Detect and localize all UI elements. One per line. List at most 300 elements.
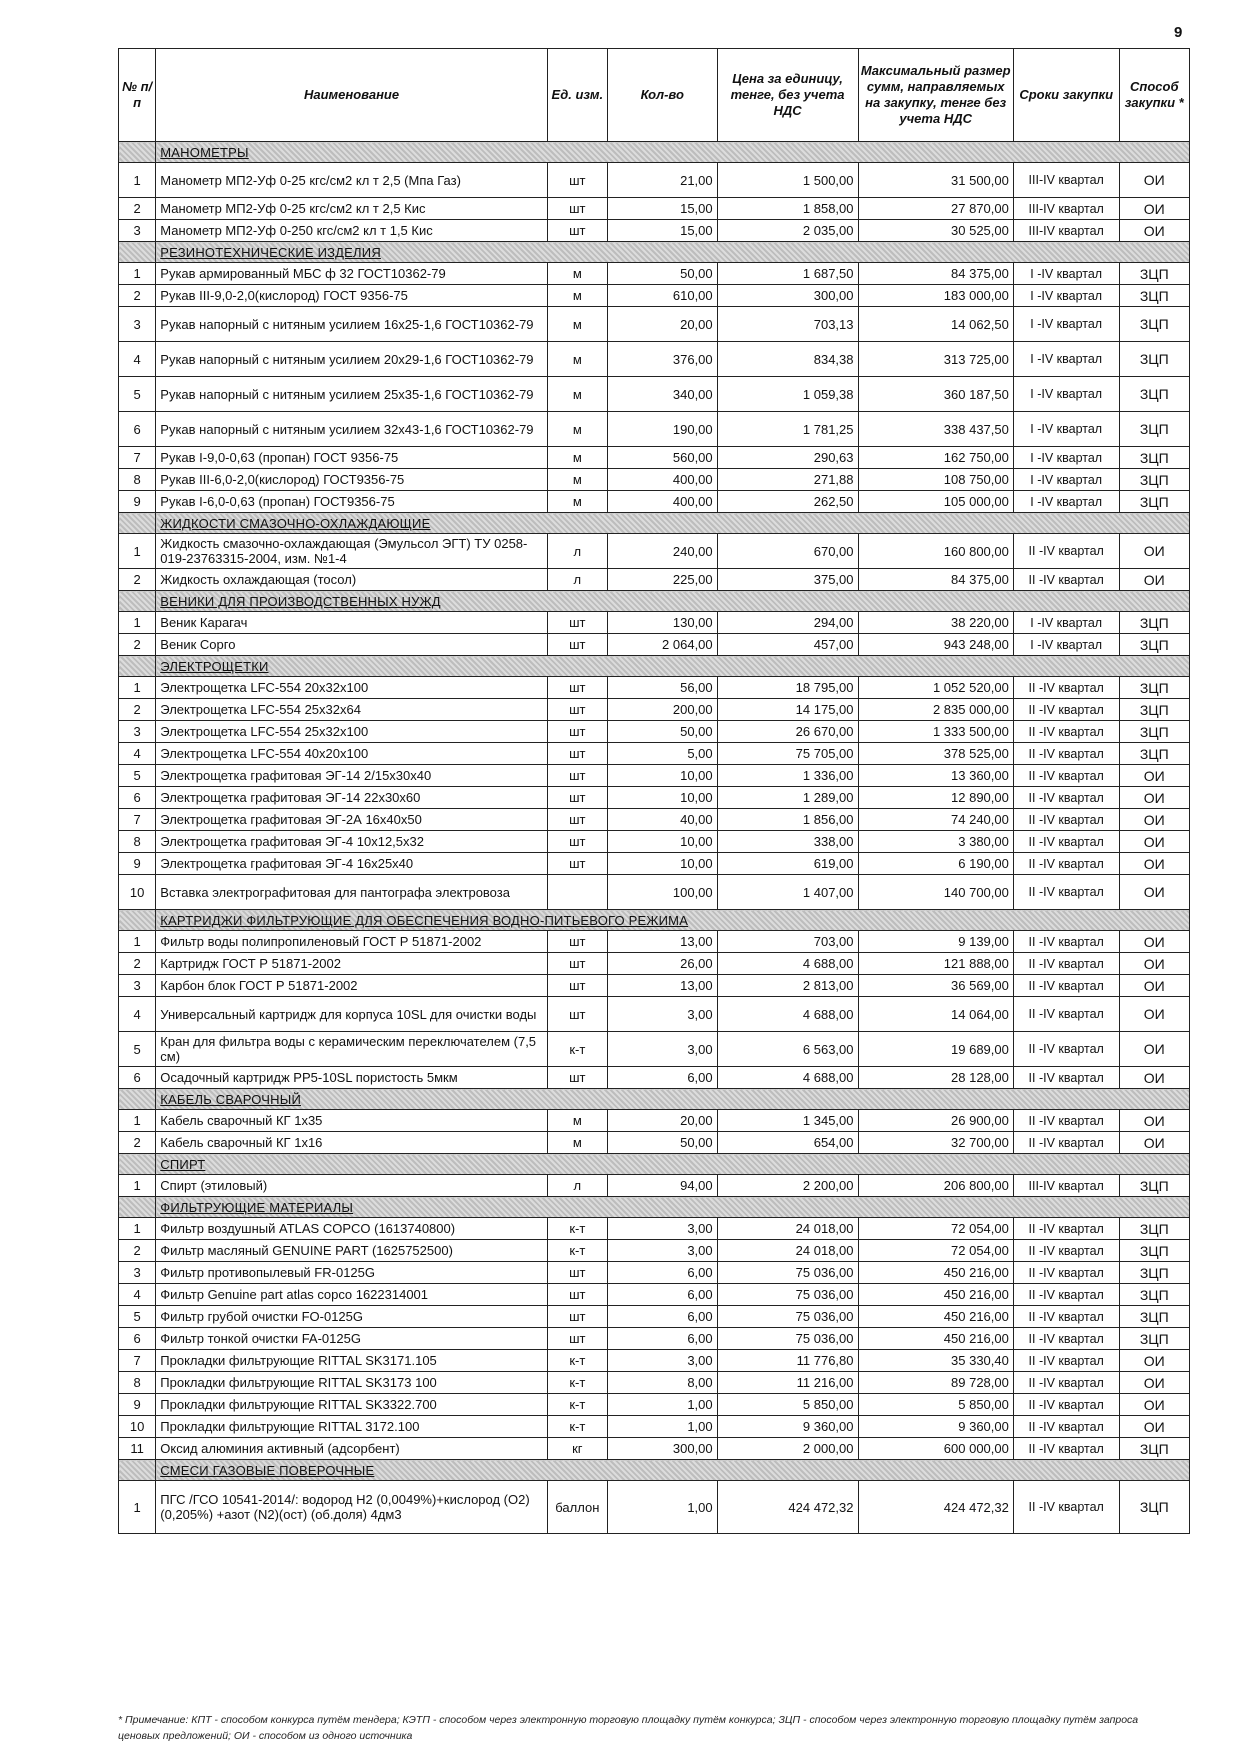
- unit-price: 703,13: [717, 307, 858, 342]
- row-number: 5: [119, 377, 156, 412]
- quantity: 2 064,00: [607, 634, 717, 656]
- section-spacer: [119, 1089, 156, 1110]
- procurement-period: II -IV квартал: [1013, 1372, 1119, 1394]
- unit: шт: [547, 953, 607, 975]
- unit-price: 6 563,00: [717, 1032, 858, 1067]
- max-sum: 9 139,00: [858, 931, 1013, 953]
- quantity: 400,00: [607, 469, 717, 491]
- table-row: [119, 699, 1190, 721]
- section-header-row: [119, 513, 1190, 534]
- max-sum: 12 890,00: [858, 787, 1013, 809]
- max-sum: 26 900,00: [858, 1110, 1013, 1132]
- procurement-period: II -IV квартал: [1013, 1394, 1119, 1416]
- row-number: 9: [119, 853, 156, 875]
- unit: к-т: [547, 1394, 607, 1416]
- max-sum: 28 128,00: [858, 1067, 1013, 1089]
- row-number: 3: [119, 307, 156, 342]
- max-sum: 9 360,00: [858, 1416, 1013, 1438]
- item-name: Картридж ГОСТ Р 51871-2002: [156, 953, 548, 975]
- unit-price: 11 776,80: [717, 1350, 858, 1372]
- procurement-method: ЗЦП: [1119, 677, 1190, 699]
- max-sum: 450 216,00: [858, 1262, 1013, 1284]
- item-name: Рукав I-6,0-0,63 (пропан) ГОСТ9356-75: [156, 491, 548, 513]
- unit: м: [547, 285, 607, 307]
- table-row: [119, 1372, 1190, 1394]
- procurement-period: II -IV квартал: [1013, 1218, 1119, 1240]
- quantity: 3,00: [607, 1350, 717, 1372]
- item-name: Рукав напорный с нитяным усилием 25х35-1,6 ГОСТ10362-79: [156, 377, 548, 412]
- max-sum: 140 700,00: [858, 875, 1013, 910]
- unit: шт: [547, 853, 607, 875]
- procurement-method: ЗЦП: [1119, 491, 1190, 513]
- row-number: 2: [119, 569, 156, 591]
- max-sum: 31 500,00: [858, 163, 1013, 198]
- max-sum: 35 330,40: [858, 1350, 1013, 1372]
- procurement-method: ЗЦП: [1119, 469, 1190, 491]
- row-number: 1: [119, 677, 156, 699]
- procurement-period: I -IV квартал: [1013, 469, 1119, 491]
- table-row: [119, 831, 1190, 853]
- unit-price: 654,00: [717, 1132, 858, 1154]
- section-title: ЭЛЕКТРОЩЕТКИ: [156, 656, 1190, 677]
- unit: л: [547, 569, 607, 591]
- procurement-period: II -IV квартал: [1013, 787, 1119, 809]
- procurement-period: I -IV квартал: [1013, 285, 1119, 307]
- max-sum: 36 569,00: [858, 975, 1013, 997]
- item-name: Электрощетка LFC-554 40х20х100: [156, 743, 548, 765]
- table-row: [119, 853, 1190, 875]
- max-sum: 74 240,00: [858, 809, 1013, 831]
- procurement-method: ЗЦП: [1119, 307, 1190, 342]
- quantity: 50,00: [607, 721, 717, 743]
- unit: шт: [547, 787, 607, 809]
- quantity: 225,00: [607, 569, 717, 591]
- quantity: 6,00: [607, 1306, 717, 1328]
- max-sum: 943 248,00: [858, 634, 1013, 656]
- row-number: 5: [119, 765, 156, 787]
- section-header-row: [119, 910, 1190, 931]
- unit: шт: [547, 931, 607, 953]
- quantity: 20,00: [607, 307, 717, 342]
- unit: м: [547, 307, 607, 342]
- section-spacer: [119, 910, 156, 931]
- unit: к-т: [547, 1240, 607, 1262]
- procurement-method: ОИ: [1119, 1067, 1190, 1089]
- procurement-method: ОИ: [1119, 1394, 1190, 1416]
- procurement-method: ОИ: [1119, 931, 1190, 953]
- max-sum: 1 333 500,00: [858, 721, 1013, 743]
- quantity: 1,00: [607, 1416, 717, 1438]
- max-sum: 450 216,00: [858, 1328, 1013, 1350]
- quantity: 3,00: [607, 997, 717, 1032]
- table-row: [119, 1175, 1190, 1197]
- row-number: 9: [119, 1394, 156, 1416]
- quantity: 20,00: [607, 1110, 717, 1132]
- table-row: [119, 491, 1190, 513]
- procurement-method: ЗЦП: [1119, 342, 1190, 377]
- table-row: [119, 997, 1190, 1032]
- unit-price: 294,00: [717, 612, 858, 634]
- unit: шт: [547, 1284, 607, 1306]
- unit: шт: [547, 997, 607, 1032]
- item-name: Рукав напорный с нитяным усилием 16х25-1,6 ГОСТ10362-79: [156, 307, 548, 342]
- procurement-period: II -IV квартал: [1013, 1132, 1119, 1154]
- quantity: 400,00: [607, 491, 717, 513]
- item-name: Фильтр противопылевый FR-0125G: [156, 1262, 548, 1284]
- unit: м: [547, 1132, 607, 1154]
- row-number: 6: [119, 412, 156, 447]
- procurement-method: ОИ: [1119, 1032, 1190, 1067]
- item-name: Веник Сорго: [156, 634, 548, 656]
- item-name: Фильтр воздушный ATLAS COPCO (1613740800): [156, 1218, 548, 1240]
- table-row: [119, 198, 1190, 220]
- row-number: 5: [119, 1306, 156, 1328]
- quantity: 10,00: [607, 787, 717, 809]
- quantity: 50,00: [607, 263, 717, 285]
- item-name: Фильтр масляный GENUINE PART (1625752500): [156, 1240, 548, 1262]
- table-row: [119, 1481, 1190, 1534]
- unit: м: [547, 469, 607, 491]
- procurement-period: II -IV квартал: [1013, 1032, 1119, 1067]
- max-sum: 183 000,00: [858, 285, 1013, 307]
- unit: к-т: [547, 1218, 607, 1240]
- table-row: [119, 307, 1190, 342]
- max-sum: 600 000,00: [858, 1438, 1013, 1460]
- procurement-table: [118, 48, 1190, 1534]
- row-number: 4: [119, 342, 156, 377]
- unit-price: 271,88: [717, 469, 858, 491]
- max-sum: 13 360,00: [858, 765, 1013, 787]
- item-name: Прокладки фильтрующие RITTAL SK3173 100: [156, 1372, 548, 1394]
- header-period: Сроки закупки: [1013, 49, 1119, 142]
- unit-price: 75 036,00: [717, 1306, 858, 1328]
- table-row: [119, 765, 1190, 787]
- table-row: [119, 412, 1190, 447]
- row-number: 6: [119, 1067, 156, 1089]
- procurement-method: ОИ: [1119, 831, 1190, 853]
- item-name: Кабель сварочный КГ 1х16: [156, 1132, 548, 1154]
- unit: шт: [547, 634, 607, 656]
- table-row: [119, 1350, 1190, 1372]
- unit-price: 300,00: [717, 285, 858, 307]
- table-row: [119, 1284, 1190, 1306]
- unit-price: 26 670,00: [717, 721, 858, 743]
- unit: [547, 875, 607, 910]
- item-name: Манометр МП2-Уф 0-250 кгс/см2 кл т 1,5 Кис: [156, 220, 548, 242]
- row-number: 9: [119, 491, 156, 513]
- procurement-period: III-IV квартал: [1013, 198, 1119, 220]
- unit: шт: [547, 677, 607, 699]
- procurement-period: II -IV квартал: [1013, 1240, 1119, 1262]
- quantity: 6,00: [607, 1328, 717, 1350]
- item-name: Веник Карагач: [156, 612, 548, 634]
- procurement-period: II -IV квартал: [1013, 677, 1119, 699]
- row-number: 2: [119, 285, 156, 307]
- quantity: 340,00: [607, 377, 717, 412]
- table-row: [119, 1328, 1190, 1350]
- procurement-period: II -IV квартал: [1013, 1284, 1119, 1306]
- procurement-method: ЗЦП: [1119, 1328, 1190, 1350]
- quantity: 13,00: [607, 931, 717, 953]
- row-number: 3: [119, 975, 156, 997]
- max-sum: 360 187,50: [858, 377, 1013, 412]
- unit: м: [547, 1110, 607, 1132]
- item-name: Электрощетка графитовая ЭГ-14 2/15х30х40: [156, 765, 548, 787]
- quantity: 3,00: [607, 1218, 717, 1240]
- item-name: Электрощетка графитовая ЭГ-4 10х12,5х32: [156, 831, 548, 853]
- item-name: Электрощетка LFC-554 20х32х100: [156, 677, 548, 699]
- unit-price: 424 472,32: [717, 1481, 858, 1534]
- section-header-row: [119, 142, 1190, 163]
- item-name: Рукав III-6,0-2,0(кислород) ГОСТ9356-75: [156, 469, 548, 491]
- unit: шт: [547, 1306, 607, 1328]
- unit: м: [547, 377, 607, 412]
- unit-price: 11 216,00: [717, 1372, 858, 1394]
- item-name: Фильтр воды полипропиленовый ГОСТ Р 51871-2002: [156, 931, 548, 953]
- procurement-period: II -IV квартал: [1013, 1481, 1119, 1534]
- table-row: [119, 953, 1190, 975]
- table-row: [119, 534, 1190, 569]
- procurement-period: I -IV квартал: [1013, 377, 1119, 412]
- row-number: 1: [119, 534, 156, 569]
- item-name: Манометр МП2-Уф 0-25 кгс/см2 кл т 2,5 Кис: [156, 198, 548, 220]
- section-header-row: [119, 1154, 1190, 1175]
- unit: баллон: [547, 1481, 607, 1534]
- table-row: [119, 569, 1190, 591]
- quantity: 100,00: [607, 875, 717, 910]
- quantity: 610,00: [607, 285, 717, 307]
- section-header-row: [119, 1197, 1190, 1218]
- row-number: 6: [119, 787, 156, 809]
- row-number: 1: [119, 263, 156, 285]
- row-number: 2: [119, 699, 156, 721]
- table-row: [119, 163, 1190, 198]
- procurement-method: ОИ: [1119, 1416, 1190, 1438]
- row-number: 10: [119, 1416, 156, 1438]
- quantity: 300,00: [607, 1438, 717, 1460]
- header-price: Цена за единицу, тенге, без учета НДС: [717, 49, 858, 142]
- procurement-method: ЗЦП: [1119, 1240, 1190, 1262]
- item-name: Осадочный картридж PP5-10SL пористость 5мкм: [156, 1067, 548, 1089]
- item-name: Электрощетка графитовая ЭГ-14 22х30х60: [156, 787, 548, 809]
- procurement-period: III-IV квартал: [1013, 163, 1119, 198]
- section-spacer: [119, 656, 156, 677]
- unit-price: 2 035,00: [717, 220, 858, 242]
- table-row: [119, 1240, 1190, 1262]
- max-sum: 206 800,00: [858, 1175, 1013, 1197]
- section-title: КАРТРИДЖИ ФИЛЬТРУЮЩИЕ ДЛЯ ОБЕСПЕЧЕНИЯ ВОДНО-ПИТЬЕВОГО РЕЖИМА: [156, 910, 1190, 931]
- row-number: 3: [119, 1262, 156, 1284]
- max-sum: 2 835 000,00: [858, 699, 1013, 721]
- procurement-period: I -IV квартал: [1013, 342, 1119, 377]
- quantity: 21,00: [607, 163, 717, 198]
- unit-price: 4 688,00: [717, 953, 858, 975]
- max-sum: 5 850,00: [858, 1394, 1013, 1416]
- item-name: Вставка электрографитовая для пантографа электровоза: [156, 875, 548, 910]
- procurement-method: ЗЦП: [1119, 743, 1190, 765]
- table-row: [119, 220, 1190, 242]
- max-sum: 450 216,00: [858, 1284, 1013, 1306]
- item-name: Манометр МП2-Уф 0-25 кгс/см2 кл т 2,5 (Мпа Газ): [156, 163, 548, 198]
- quantity: 50,00: [607, 1132, 717, 1154]
- row-number: 1: [119, 1481, 156, 1534]
- procurement-method: ЗЦП: [1119, 263, 1190, 285]
- unit: шт: [547, 220, 607, 242]
- unit-price: 1 345,00: [717, 1110, 858, 1132]
- unit-price: 619,00: [717, 853, 858, 875]
- unit-price: 1 856,00: [717, 809, 858, 831]
- item-name: Кабель сварочный КГ 1х35: [156, 1110, 548, 1132]
- table-row: [119, 721, 1190, 743]
- section-header-row: [119, 591, 1190, 612]
- quantity: 15,00: [607, 220, 717, 242]
- header-unit: Ед. изм.: [547, 49, 607, 142]
- page-number: 9: [1174, 24, 1183, 41]
- footnote: * Примечание: КПТ - способом конкурса путём тендера; КЭТП - способом через электронную торговую площадку путём конкурса; ЗЦП - способом через электронную торговую площадку путём запроса ценовых предложений; ОИ - способом из одного источника: [118, 1714, 1139, 1742]
- section-title: ВЕНИКИ ДЛЯ ПРОИЗВОДСТВЕННЫХ НУЖД: [156, 591, 1190, 612]
- quantity: 6,00: [607, 1262, 717, 1284]
- procurement-period: II -IV квартал: [1013, 1067, 1119, 1089]
- max-sum: 450 216,00: [858, 1306, 1013, 1328]
- procurement-method: ОИ: [1119, 1132, 1190, 1154]
- procurement-period: III-IV квартал: [1013, 1175, 1119, 1197]
- max-sum: 378 525,00: [858, 743, 1013, 765]
- section-header-row: [119, 656, 1190, 677]
- unit: к-т: [547, 1032, 607, 1067]
- table-row: [119, 787, 1190, 809]
- quantity: 10,00: [607, 853, 717, 875]
- item-name: Оксид алюминия активный (адсорбент): [156, 1438, 548, 1460]
- procurement-period: I -IV квартал: [1013, 612, 1119, 634]
- row-number: 1: [119, 612, 156, 634]
- procurement-period: II -IV квартал: [1013, 1438, 1119, 1460]
- unit: шт: [547, 743, 607, 765]
- section-spacer: [119, 242, 156, 263]
- unit: к-т: [547, 1416, 607, 1438]
- section-spacer: [119, 1154, 156, 1175]
- header-qty: Кол-во: [607, 49, 717, 142]
- unit-price: 338,00: [717, 831, 858, 853]
- max-sum: 32 700,00: [858, 1132, 1013, 1154]
- max-sum: 14 064,00: [858, 997, 1013, 1032]
- row-number: 7: [119, 1350, 156, 1372]
- row-number: 2: [119, 1240, 156, 1262]
- row-number: 1: [119, 931, 156, 953]
- procurement-period: I -IV квартал: [1013, 412, 1119, 447]
- procurement-method: ЗЦП: [1119, 447, 1190, 469]
- unit-price: 24 018,00: [717, 1240, 858, 1262]
- unit-price: 75 036,00: [717, 1284, 858, 1306]
- unit-price: 1 336,00: [717, 765, 858, 787]
- unit: кг: [547, 1438, 607, 1460]
- unit-price: 2 813,00: [717, 975, 858, 997]
- row-number: 4: [119, 743, 156, 765]
- row-number: 8: [119, 831, 156, 853]
- unit-price: 2 000,00: [717, 1438, 858, 1460]
- max-sum: 30 525,00: [858, 220, 1013, 242]
- quantity: 8,00: [607, 1372, 717, 1394]
- procurement-period: I -IV квартал: [1013, 447, 1119, 469]
- procurement-period: I -IV квартал: [1013, 307, 1119, 342]
- quantity: 1,00: [607, 1394, 717, 1416]
- table-row: [119, 743, 1190, 765]
- procurement-method: ОИ: [1119, 1110, 1190, 1132]
- procurement-method: ОИ: [1119, 953, 1190, 975]
- row-number: 2: [119, 634, 156, 656]
- table-row: [119, 285, 1190, 307]
- unit: к-т: [547, 1350, 607, 1372]
- unit: шт: [547, 1067, 607, 1089]
- row-number: 7: [119, 809, 156, 831]
- max-sum: 89 728,00: [858, 1372, 1013, 1394]
- quantity: 13,00: [607, 975, 717, 997]
- max-sum: 72 054,00: [858, 1240, 1013, 1262]
- procurement-method: ЗЦП: [1119, 1438, 1190, 1460]
- table-row: [119, 1416, 1190, 1438]
- unit-price: 1 500,00: [717, 163, 858, 198]
- procurement-method: ОИ: [1119, 765, 1190, 787]
- quantity: 240,00: [607, 534, 717, 569]
- row-number: 4: [119, 997, 156, 1032]
- procurement-method: ЗЦП: [1119, 634, 1190, 656]
- unit: шт: [547, 163, 607, 198]
- table-header-row: [119, 49, 1190, 142]
- quantity: 3,00: [607, 1240, 717, 1262]
- unit: л: [547, 1175, 607, 1197]
- max-sum: 160 800,00: [858, 534, 1013, 569]
- item-name: Рукав III-9,0-2,0(кислород) ГОСТ 9356-75: [156, 285, 548, 307]
- procurement-method: ОИ: [1119, 975, 1190, 997]
- procurement-method: ЗЦП: [1119, 285, 1190, 307]
- table-row: [119, 1218, 1190, 1240]
- item-name: Фильтр тонкой очистки FA-0125G: [156, 1328, 548, 1350]
- row-number: 7: [119, 447, 156, 469]
- unit: шт: [547, 1262, 607, 1284]
- unit: шт: [547, 612, 607, 634]
- row-number: 1: [119, 1175, 156, 1197]
- unit: к-т: [547, 1372, 607, 1394]
- section-title: КАБЕЛЬ СВАРОЧНЫЙ: [156, 1089, 1190, 1110]
- procurement-method: ОИ: [1119, 163, 1190, 198]
- procurement-method: ЗЦП: [1119, 1175, 1190, 1197]
- table-row: [119, 931, 1190, 953]
- section-title: СПИРТ: [156, 1154, 1190, 1175]
- procurement-period: II -IV квартал: [1013, 1416, 1119, 1438]
- max-sum: 105 000,00: [858, 491, 1013, 513]
- procurement-period: II -IV квартал: [1013, 765, 1119, 787]
- row-number: 3: [119, 220, 156, 242]
- procurement-period: II -IV квартал: [1013, 953, 1119, 975]
- unit-price: 1 687,50: [717, 263, 858, 285]
- quantity: 40,00: [607, 809, 717, 831]
- header-num: № п/п: [119, 49, 156, 142]
- procurement-method: ОИ: [1119, 198, 1190, 220]
- table-row: [119, 377, 1190, 412]
- quantity: 6,00: [607, 1284, 717, 1306]
- procurement-period: II -IV квартал: [1013, 831, 1119, 853]
- max-sum: 338 437,50: [858, 412, 1013, 447]
- unit: шт: [547, 1328, 607, 1350]
- row-number: 5: [119, 1032, 156, 1067]
- unit: м: [547, 263, 607, 285]
- row-number: 2: [119, 1132, 156, 1154]
- header-name: Наименование: [156, 49, 548, 142]
- item-name: Электрощетка графитовая ЭГ-2А 16х40х50: [156, 809, 548, 831]
- procurement-period: II -IV квартал: [1013, 853, 1119, 875]
- procurement-period: II -IV квартал: [1013, 931, 1119, 953]
- item-name: Карбон блок ГОСТ Р 51871-2002: [156, 975, 548, 997]
- unit-price: 9 360,00: [717, 1416, 858, 1438]
